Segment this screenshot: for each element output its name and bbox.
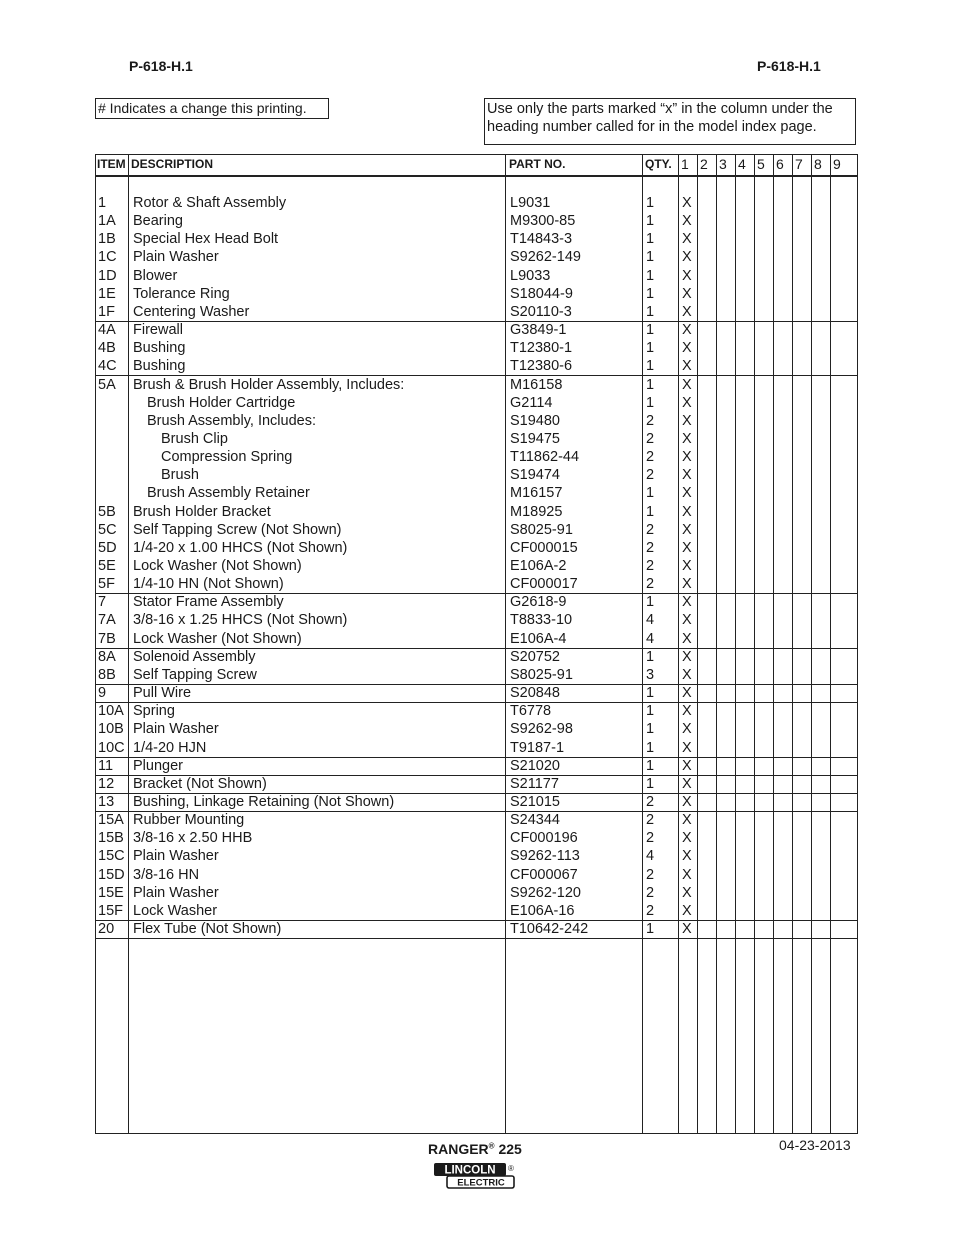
item-description: Solenoid Assembly xyxy=(133,648,256,665)
table-row xyxy=(95,412,858,430)
item-number: 8B xyxy=(98,666,116,683)
item-description: Brush Holder Bracket xyxy=(133,503,271,520)
item-description: 3/8-16 x 2.50 HHB xyxy=(133,830,253,847)
part-number: G2618-9 xyxy=(510,594,567,611)
col-header-model-2: 2 xyxy=(700,156,708,172)
model-1-mark: X xyxy=(682,394,692,411)
part-number: S8025-91 xyxy=(510,666,573,683)
table-row xyxy=(95,757,858,776)
col-header-part-no: PART NO. xyxy=(509,157,566,171)
model-1-mark: X xyxy=(682,340,692,357)
item-number: 15C xyxy=(98,848,125,865)
item-number: 1 xyxy=(98,195,107,211)
item-description: Firewall xyxy=(133,322,183,339)
item-description: Lock Washer (Not Shown) xyxy=(133,558,302,574)
quantity: 2 xyxy=(646,412,655,429)
model-1-mark: X xyxy=(682,303,692,320)
col-header-model-6: 6 xyxy=(776,156,784,172)
item-number: 20 xyxy=(98,921,115,937)
item-number: 1A xyxy=(98,213,116,230)
table-row xyxy=(95,357,858,376)
item-number: 10B xyxy=(98,721,124,738)
table-row xyxy=(95,847,858,865)
col-header-model-1: 1 xyxy=(681,156,689,172)
item-description: Plain Washer xyxy=(133,721,219,738)
svg-text:ELECTRIC: ELECTRIC xyxy=(457,1177,505,1189)
quantity: 2 xyxy=(646,521,655,538)
item-description: Bushing xyxy=(133,358,186,375)
item-description: 1/4-10 HN (Not Shown) xyxy=(133,576,284,593)
table-row xyxy=(95,448,858,466)
model-1-mark: X xyxy=(682,503,692,520)
table-row xyxy=(95,666,858,685)
quantity: 3 xyxy=(646,666,655,683)
quantity: 1 xyxy=(646,503,655,520)
model-1-mark: X xyxy=(682,793,692,810)
model-1-mark: X xyxy=(682,467,692,484)
model-1-mark: X xyxy=(682,231,692,248)
model-1-mark: X xyxy=(682,866,692,883)
part-number: L9031 xyxy=(510,195,551,211)
model-1-mark: X xyxy=(682,666,692,683)
table-row xyxy=(95,829,858,847)
table-header-divider xyxy=(95,175,858,177)
quantity: 1 xyxy=(646,685,655,702)
item-description: Flex Tube (Not Shown) xyxy=(133,921,282,937)
quantity: 2 xyxy=(646,866,655,883)
quantity: 2 xyxy=(646,467,655,484)
item-number: 1E xyxy=(98,285,116,302)
quantity: 1 xyxy=(646,303,655,320)
quantity: 2 xyxy=(646,576,655,593)
item-number: 15A xyxy=(98,812,124,829)
table-row xyxy=(95,521,858,539)
item-description: Bushing, Linkage Retaining (Not Shown) xyxy=(133,793,395,810)
part-number: T12380-1 xyxy=(510,340,573,357)
part-number: L9033 xyxy=(510,267,551,284)
page-code-right: P-618-H.1 xyxy=(757,58,821,74)
model-1-mark: X xyxy=(682,685,692,702)
quantity: 1 xyxy=(646,757,655,774)
quantity: 4 xyxy=(646,630,655,647)
item-number: 12 xyxy=(98,775,115,792)
item-number: 4B xyxy=(98,340,116,357)
part-number: S8025-91 xyxy=(510,521,573,538)
item-number: 8A xyxy=(98,648,116,665)
item-description: Spring xyxy=(133,703,175,720)
item-description: Plunger xyxy=(133,757,183,774)
item-description: Plain Washer xyxy=(133,884,219,901)
model-1-mark: X xyxy=(682,612,692,629)
table-row xyxy=(95,684,858,703)
quantity: 1 xyxy=(646,485,655,502)
model-1-mark: X xyxy=(682,449,692,466)
part-number: CF000067 xyxy=(510,866,578,883)
item-description: Tolerance Ring xyxy=(133,285,230,302)
model-1-mark: X xyxy=(682,630,692,647)
quantity: 1 xyxy=(646,358,655,375)
usage-note-box: Use only the parts marked “x” in the column under the heading number called for in the model index page. xyxy=(484,98,856,145)
table-row xyxy=(95,593,858,611)
col-header-qty: QTY. xyxy=(645,157,672,171)
table-row xyxy=(95,902,858,921)
table-row xyxy=(95,376,858,394)
col-header-model-8: 8 xyxy=(814,156,822,172)
item-number: 5E xyxy=(98,558,116,574)
item-number: 5F xyxy=(98,576,115,593)
item-description: Brush Assembly, Includes: xyxy=(147,412,316,429)
item-number: 5D xyxy=(98,539,117,556)
model-1-mark: X xyxy=(682,757,692,774)
table-row xyxy=(95,920,858,939)
item-description: Brush & Brush Holder Assembly, Includes: xyxy=(133,376,405,393)
table-row xyxy=(95,575,858,594)
col-header-model-5: 5 xyxy=(757,156,765,172)
item-number: 5C xyxy=(98,521,117,538)
model-1-mark: X xyxy=(682,430,692,447)
part-number: S20752 xyxy=(510,648,560,665)
quantity: 4 xyxy=(646,848,655,865)
part-number: E106A-16 xyxy=(510,902,575,919)
item-description: Special Hex Head Bolt xyxy=(133,231,279,248)
quantity: 2 xyxy=(646,430,655,447)
item-description: Self Tapping Screw (Not Shown) xyxy=(133,521,342,538)
item-number: 1C xyxy=(98,249,117,266)
table-row xyxy=(95,248,858,266)
item-description: Plain Washer xyxy=(133,249,219,266)
model-1-mark: X xyxy=(682,576,692,593)
part-number: T8833-10 xyxy=(510,612,573,629)
item-description: Bracket (Not Shown) xyxy=(133,775,267,792)
quantity: 2 xyxy=(646,558,655,574)
table-row xyxy=(95,503,858,521)
part-number: CF000196 xyxy=(510,830,578,847)
table-row xyxy=(95,430,858,448)
model-1-mark: X xyxy=(682,902,692,919)
col-header-model-7: 7 xyxy=(795,156,803,172)
part-number: S9262-149 xyxy=(510,249,581,266)
item-description: Blower xyxy=(133,267,178,284)
part-number: M16158 xyxy=(510,376,563,393)
part-number: S20110-3 xyxy=(510,303,572,320)
quantity: 1 xyxy=(646,267,655,284)
model-1-mark: X xyxy=(682,812,692,829)
item-description: Bushing xyxy=(133,340,186,357)
item-number: 11 xyxy=(98,757,114,774)
item-description: Brush xyxy=(161,467,199,484)
part-number: G2114 xyxy=(510,394,553,411)
part-number: S9262-113 xyxy=(510,848,580,865)
table-row xyxy=(95,793,858,812)
part-number: S21177 xyxy=(510,775,559,792)
quantity: 2 xyxy=(646,884,655,901)
col-header-item: ITEM xyxy=(97,157,126,171)
table-row xyxy=(95,303,858,322)
item-number: 7A xyxy=(98,612,116,629)
part-number: T12380-6 xyxy=(510,358,573,375)
table-row xyxy=(95,230,858,248)
page-code-left: P-618-H.1 xyxy=(129,58,193,74)
quantity: 2 xyxy=(646,449,655,466)
table-row xyxy=(95,648,858,666)
model-1-mark: X xyxy=(682,739,692,756)
part-number: T6778 xyxy=(510,703,552,720)
model-1-mark: X xyxy=(682,376,692,393)
part-number: S18044-9 xyxy=(510,285,573,302)
item-description: Pull Wire xyxy=(133,685,192,702)
table-row xyxy=(95,630,858,649)
model-1-mark: X xyxy=(682,648,692,665)
model-1-mark: X xyxy=(682,267,692,284)
svg-text:®: ® xyxy=(508,1164,514,1173)
part-number: S21015 xyxy=(510,793,560,810)
col-header-model-3: 3 xyxy=(719,156,727,172)
item-number: 5A xyxy=(98,376,116,393)
col-header-model-9: 9 xyxy=(833,156,841,172)
table-row xyxy=(95,702,858,720)
item-description: Centering Washer xyxy=(133,303,250,320)
table-row xyxy=(95,884,858,902)
model-1-mark: X xyxy=(682,884,692,901)
part-number: S9262-98 xyxy=(510,721,573,738)
model-1-mark: X xyxy=(682,721,692,738)
item-number: 7B xyxy=(98,630,116,647)
part-number: T9187-1 xyxy=(510,739,565,756)
quantity: 1 xyxy=(646,594,655,611)
table-row xyxy=(95,267,858,285)
quantity: 1 xyxy=(646,322,655,339)
item-description: Lock Washer xyxy=(133,902,218,919)
table-row xyxy=(95,775,858,794)
quantity: 1 xyxy=(646,213,655,230)
part-number: S19475 xyxy=(510,430,560,447)
model-1-mark: X xyxy=(682,830,692,847)
item-number: 10A xyxy=(98,703,124,720)
item-description: 1/4-20 x 1.00 HHCS (Not Shown) xyxy=(133,539,348,556)
item-description: Self Tapping Screw xyxy=(133,666,257,683)
quantity: 2 xyxy=(646,830,655,847)
quantity: 1 xyxy=(646,721,655,738)
item-number: 5B xyxy=(98,503,116,520)
item-number: 4A xyxy=(98,322,116,339)
part-number: CF000015 xyxy=(510,539,578,556)
model-1-mark: X xyxy=(682,213,692,230)
table-row xyxy=(95,720,858,738)
part-number: G3849-1 xyxy=(510,322,567,339)
quantity: 2 xyxy=(646,539,655,556)
quantity: 1 xyxy=(646,285,655,302)
item-number: 15D xyxy=(98,866,125,883)
quantity: 1 xyxy=(646,739,655,756)
part-number: CF000017 xyxy=(510,576,578,593)
part-number: T11862-44 xyxy=(510,449,580,466)
quantity: 1 xyxy=(646,376,655,393)
item-description: Brush Clip xyxy=(161,430,228,447)
part-number: M9300-85 xyxy=(510,213,576,230)
part-number: T14843-3 xyxy=(510,231,573,248)
item-number: 1D xyxy=(98,267,117,284)
part-number: S21020 xyxy=(510,757,560,774)
item-description: Compression Spring xyxy=(161,449,293,466)
quantity: 1 xyxy=(646,249,655,266)
quantity: 1 xyxy=(646,195,655,211)
quantity: 2 xyxy=(646,902,655,919)
quantity: 2 xyxy=(646,793,655,810)
change-note-box: # Indicates a change this printing. xyxy=(95,98,329,119)
model-1-mark: X xyxy=(682,285,692,302)
item-number: 15E xyxy=(98,884,124,901)
table-row xyxy=(95,321,858,339)
quantity: 1 xyxy=(646,340,655,357)
item-number: 4C xyxy=(98,358,117,375)
model-1-mark: X xyxy=(682,249,692,266)
model-1-mark: X xyxy=(682,848,692,865)
item-number: 10C xyxy=(98,739,125,756)
col-header-model-4: 4 xyxy=(738,156,746,172)
model-1-mark: X xyxy=(682,195,692,211)
part-number: M18925 xyxy=(510,503,563,520)
item-description: Brush Assembly Retainer xyxy=(147,485,310,502)
table-row xyxy=(95,285,858,303)
part-number: S19474 xyxy=(510,467,560,484)
item-number: 1F xyxy=(98,303,115,320)
item-description: 3/8-16 HN xyxy=(133,866,200,883)
quantity: 1 xyxy=(646,703,655,720)
part-number: E106A-4 xyxy=(510,630,567,647)
model-1-mark: X xyxy=(682,539,692,556)
quantity: 1 xyxy=(646,921,655,937)
item-number: 1B xyxy=(98,231,116,248)
model-1-mark: X xyxy=(682,322,692,339)
table-row xyxy=(95,866,858,884)
item-number: 15F xyxy=(98,902,123,919)
item-description: Rubber Mounting xyxy=(133,812,245,829)
quantity: 2 xyxy=(646,812,655,829)
model-1-mark: X xyxy=(682,703,692,720)
table-row xyxy=(95,194,858,212)
quantity: 4 xyxy=(646,612,655,629)
table-row xyxy=(95,484,858,502)
model-1-mark: X xyxy=(682,775,692,792)
item-description: Lock Washer (Not Shown) xyxy=(133,630,302,647)
model-1-mark: X xyxy=(682,485,692,502)
model-1-mark: X xyxy=(682,412,692,429)
item-number: 15B xyxy=(98,830,124,847)
item-description: Plain Washer xyxy=(133,848,219,865)
model-1-mark: X xyxy=(682,521,692,538)
part-number: T10642-242 xyxy=(510,921,589,937)
table-row xyxy=(95,466,858,484)
item-description: Rotor & Shaft Assembly xyxy=(133,195,287,211)
model-title: RANGER® 225 xyxy=(428,1141,522,1157)
model-1-mark: X xyxy=(682,358,692,375)
table-row xyxy=(95,394,858,412)
part-number: S19480 xyxy=(510,412,560,429)
svg-text:LINCOLN: LINCOLN xyxy=(444,1164,496,1177)
lincoln-electric-logo xyxy=(433,1162,515,1189)
item-number: 7 xyxy=(98,594,107,611)
part-number: M16157 xyxy=(510,485,563,502)
model-1-mark: X xyxy=(682,594,692,611)
table-row xyxy=(95,611,858,629)
revision-date: 04-23-2013 xyxy=(779,1137,851,1153)
quantity: 1 xyxy=(646,394,655,411)
table-row xyxy=(95,339,858,357)
model-1-mark: X xyxy=(682,558,692,574)
table-row xyxy=(95,557,858,575)
table-row xyxy=(95,739,858,758)
quantity: 1 xyxy=(646,231,655,248)
item-description: 1/4-20 HJN xyxy=(133,739,207,756)
item-number: 9 xyxy=(98,685,107,702)
part-number: S9262-120 xyxy=(510,884,581,901)
item-description: Brush Holder Cartridge xyxy=(147,394,296,411)
part-number: S20848 xyxy=(510,685,560,702)
table-row xyxy=(95,212,858,230)
table-row xyxy=(95,811,858,829)
item-number: 13 xyxy=(98,793,115,810)
model-1-mark: X xyxy=(682,921,692,937)
item-description: 3/8-16 x 1.25 HHCS (Not Shown) xyxy=(133,612,348,629)
part-number: S24344 xyxy=(510,812,560,829)
col-header-description: DESCRIPTION xyxy=(131,157,214,171)
quantity: 1 xyxy=(646,648,655,665)
table-row xyxy=(95,539,858,557)
part-number: E106A-2 xyxy=(510,558,567,574)
quantity: 1 xyxy=(646,775,655,792)
item-description: Bearing xyxy=(133,213,183,230)
item-description: Stator Frame Assembly xyxy=(133,594,284,611)
